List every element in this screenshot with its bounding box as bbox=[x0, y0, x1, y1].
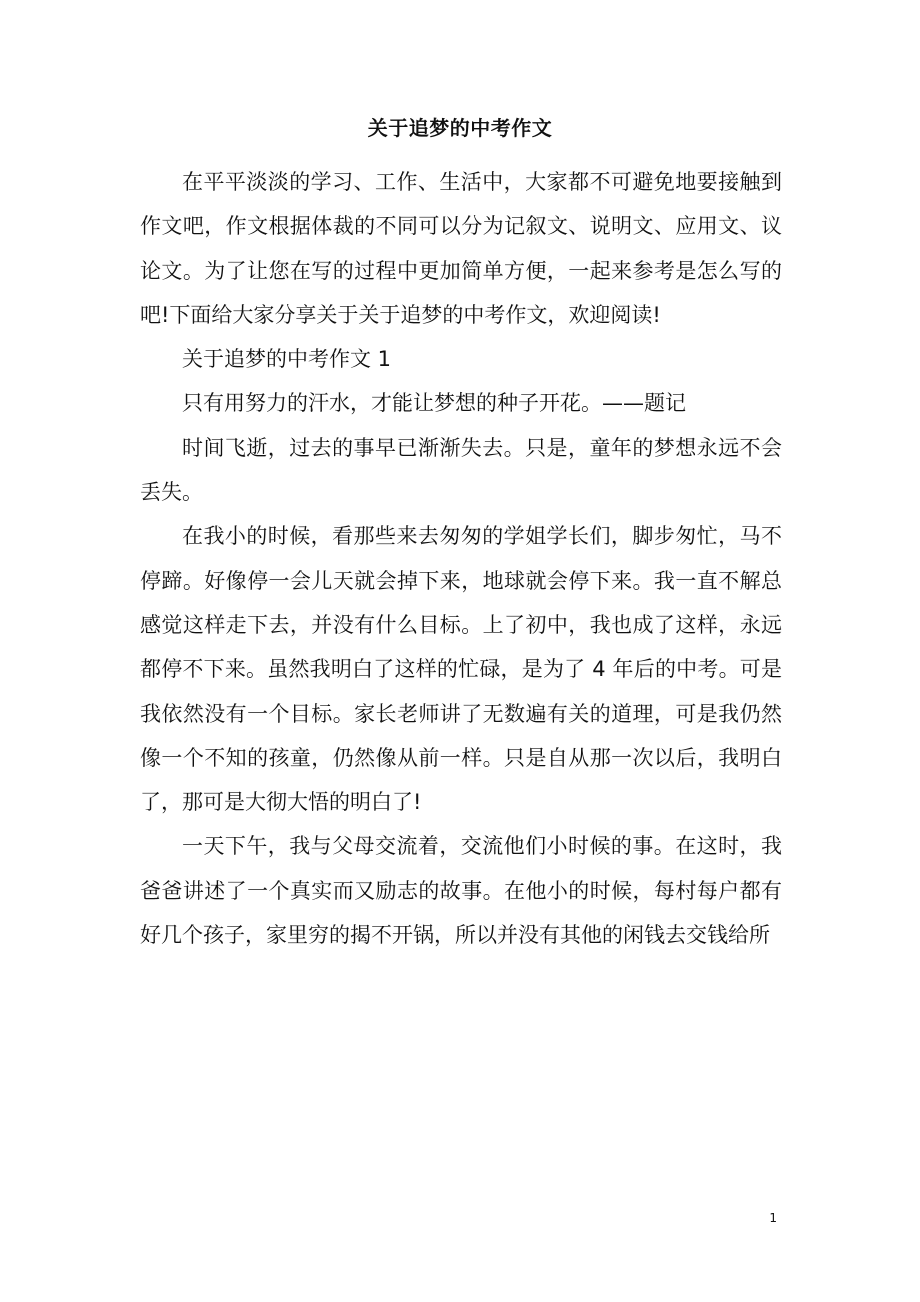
paragraph-intro: 在平平淡淡的学习、工作、生活中，大家都不可避免地要接触到作文吧，作文根据体裁的不同可以分为记叙文、说明文、应用文、议论文。为了让您在写的过程中更加简单方便，一起来参考是怎么写的吧!下面给大家分享关于关于追梦的中考作文，欢迎阅读! bbox=[140, 170, 782, 327]
page-number: 1 bbox=[769, 1211, 777, 1225]
section-heading: 关于追梦的中考作文 1 bbox=[182, 347, 392, 372]
paragraph-epigraph: 只有用努力的汗水，才能让梦想的种子开花。——题记 bbox=[182, 391, 686, 416]
paragraph-body: 一天下午，我与父母交流着，交流他们小时候的事。在这时，我爸爸讲述了一个真实而又励志的故事。在他小的时候，每村每户都有好几个孩子，家里穷的揭不开锅，所以并没有其他的闲钱去交钱给所 bbox=[140, 834, 782, 948]
document-body bbox=[140, 160, 782, 957]
paragraph-body: 时间飞逝，过去的事早已渐渐失去。只是，童年的梦想永远不会丢失。 bbox=[140, 435, 782, 505]
paragraph-body: 在我小的时候，看那些来去匆匆的学姐学长们，脚步匆忙，马不停蹄。好像停一会儿天就会掉下来，地球就会停下来。我一直不解总感觉这样走下去，并没有什么目标。上了初中，我也成了这样，永远都停不下来。虽然我明白了这样的忙碌，是为了 4 年后的中考。可是我依然没有一个目标。家长老师讲了无数遍有关的道理，可是我仍然像一个不知的孩童，仍然像从前一样。只是自从那一次以后，我明白了，那可是大彻大悟的明白了! bbox=[140, 524, 782, 815]
document-title: 关于追梦的中考作文 bbox=[367, 116, 553, 140]
